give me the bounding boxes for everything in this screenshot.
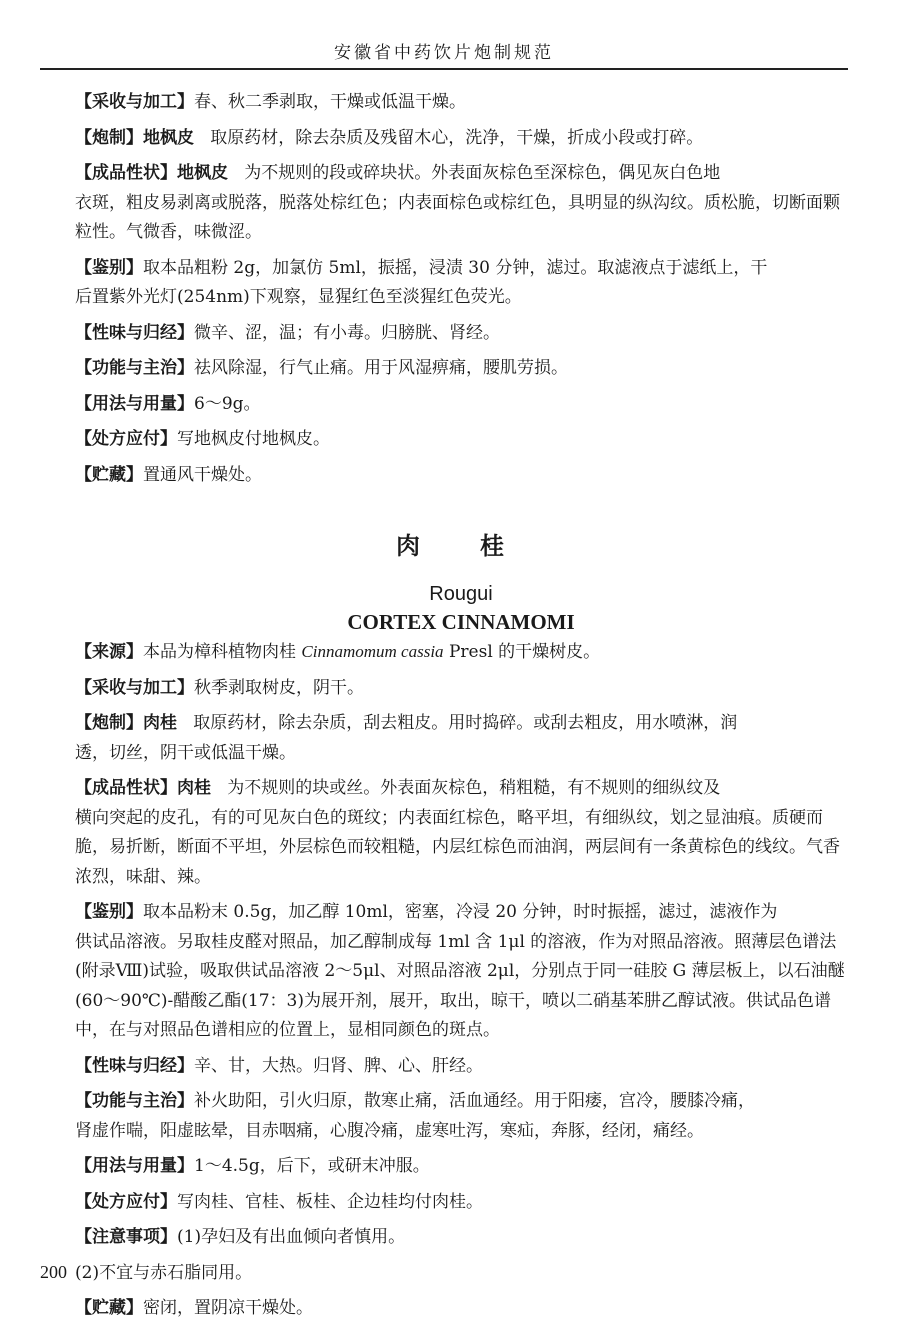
- entry-pinyin: Rougui: [429, 583, 493, 605]
- page-number: 200: [40, 1262, 67, 1282]
- source-text-a: 本品为樟科植物肉桂: [143, 642, 302, 662]
- prescription-label: 【处方应付】: [75, 429, 177, 449]
- dose-text-2: 1～4.5g，后下，或研末冲服。: [194, 1156, 430, 1176]
- function-paragraph-2-cont: 肾虚作喘，阳虚眩晕，目赤咽痛，心腹冷痛，虚寒吐泻，寒疝，奔豚，经闭，痛经。: [75, 1120, 704, 1141]
- ident-text-2a: 取本品粉末 0.5g，加乙醇 10ml，密塞，冷浸 20 分钟，时时振摇，滤过，滤液作为: [143, 902, 778, 922]
- storage-paragraph-2: [75, 1294, 847, 1324]
- process-paragraph-2: [75, 709, 847, 739]
- prescription-paragraph: [75, 425, 847, 455]
- collect-paragraph: [75, 88, 847, 118]
- process-text-2a: 取原药材，除去杂质，刮去粗皮。用时捣碎。或刮去粗皮，用水喷淋，润: [193, 713, 738, 733]
- ident-paragraph-2: [75, 898, 847, 928]
- process-paragraph-2-cont: 透，切丝，阴干或低温干燥。: [75, 742, 296, 763]
- dose-label: 【用法与用量】: [75, 393, 194, 414]
- prescription-paragraph-2: [75, 1188, 847, 1218]
- char-text-2a: 为不规则的块或丝。外表面灰棕色，稍粗糙，有不规则的细纵纹及: [227, 778, 721, 798]
- collect-text: 春、秋二季剥取，干燥或低温干燥。: [194, 92, 466, 112]
- header-rule: [40, 68, 848, 70]
- caution-label: 【注意事项】: [75, 1227, 177, 1247]
- process-label: 【炮制】地枫皮: [75, 127, 194, 148]
- ident-label: 【鉴别】: [75, 257, 143, 278]
- ident-paragraph-2-cont: 供试品溶液。另取桂皮醛对照品，加乙醇制成每 1ml 含 1μl 的溶液，作为对照品溶液。照薄层色谱法(附录Ⅷ)试验，吸取供试品溶液 2～5μl、对照品溶液 2μl，分别点于同一硅胶 G 薄层板上，以石油醚(60～90℃)-醋酸乙酯(17：3)为展开剂，展开，取出，晾干，喷以二硝基苯肼乙醇试液。供试品色谱中，在与对照品色谱相应的位置上，显相同颜色的斑点。: [75, 931, 845, 1040]
- dose-paragraph-2: [75, 1152, 847, 1182]
- char-paragraph: [75, 159, 847, 189]
- storage-text: 置通风干燥处。: [143, 464, 262, 485]
- function-label: 【功能与主治】: [75, 358, 194, 378]
- function-label-2: 【功能与主治】: [75, 1091, 194, 1111]
- prescription-label-2: 【处方应付】: [75, 1191, 177, 1212]
- species-name: Cinnamomum cassia: [301, 642, 444, 661]
- process-text: 取原药材，除去杂质及残留木心，洗净，干燥，折成小段或打碎。: [210, 127, 704, 148]
- prescription-text: 写地枫皮付地枫皮。: [177, 429, 330, 449]
- char-text-1: 为不规则的段或碎块状。外表面灰棕色至深棕色，偶见灰白色地: [244, 163, 721, 183]
- source-text-b: Presl 的干燥树皮。: [443, 642, 601, 662]
- collect-paragraph-2: [75, 674, 847, 704]
- nature-paragraph: [75, 319, 847, 349]
- function-text-2a: 补火助阳，引火归原，散寒止痛，活血通经。用于阳痿，宫冷，腰膝冷痛，: [194, 1091, 755, 1111]
- collect-text-2: 秋季剥取树皮，阴干。: [194, 677, 364, 698]
- entry-title: 肉桂: [396, 532, 564, 560]
- function-paragraph: [75, 354, 847, 384]
- nature-label-2: 【性味与归经】: [75, 1055, 194, 1076]
- nature-text-2: 辛、甘，大热。归肾、脾、心、肝经。: [194, 1055, 483, 1076]
- nature-paragraph-2: [75, 1052, 847, 1082]
- char-paragraph-2: [75, 774, 847, 804]
- storage-label: 【贮藏】: [75, 464, 143, 485]
- dose-label-2: 【用法与用量】: [75, 1156, 194, 1176]
- storage-label-2: 【贮藏】: [75, 1298, 143, 1318]
- prescription-text-2: 写肉桂、官桂、板桂、企边桂均付肉桂。: [177, 1191, 483, 1212]
- char-label-2: 【成品性状】肉桂: [75, 778, 211, 798]
- ident-text-1: 取本品粗粉 2g，加氯仿 5ml，振摇，浸渍 30 分钟，滤过。取滤液点于滤纸上，干: [143, 257, 768, 278]
- nature-text: 微辛、涩，温；有小毒。归膀胱、肾经。: [194, 322, 500, 343]
- dose-text: 6～9g。: [194, 393, 261, 414]
- char-paragraph-cont: 衣斑，粗皮易剥离或脱落，脱落处棕红色；内表面棕色或棕红色，具明显的纵沟纹。质松脆，切断面颗粒性。气微香，味微涩。: [75, 192, 840, 242]
- nature-label: 【性味与归经】: [75, 322, 194, 343]
- ident-label-2: 【鉴别】: [75, 902, 143, 922]
- process-label-2: 【炮制】肉桂: [75, 713, 177, 733]
- ident-paragraph-cont: 后置紫外光灯(254nm)下观察，显猩红色至淡猩红色荧光。: [75, 287, 522, 307]
- caution-paragraph: [75, 1223, 847, 1253]
- process-paragraph: [75, 124, 847, 154]
- dose-paragraph: [75, 390, 847, 420]
- ident-paragraph: [75, 254, 847, 284]
- source-paragraph: [75, 637, 847, 668]
- collect-label: 【采收与加工】: [75, 92, 194, 112]
- char-paragraph-2-cont: 横向突起的皮孔，有的可见灰白色的斑纹；内表面红棕色，略平坦，有细纵纹，划之显油痕。质硬而脆，易折断，断面不平坦，外层棕色而较粗糙，内层红棕色而油润，两层间有一条黄棕色的线纹。气香浓烈，味甜、辣。: [75, 807, 840, 887]
- caution-text-1: (1)孕妇及有出血倾向者慎用。: [177, 1227, 406, 1247]
- function-paragraph-2: [75, 1087, 847, 1117]
- function-text: 祛风除湿，行气止痛。用于风湿痹痛，腰肌劳损。: [194, 358, 568, 378]
- collect-label-2: 【采收与加工】: [75, 677, 194, 698]
- source-label: 【来源】: [75, 642, 143, 662]
- storage-text-2: 密闭，置阴凉干燥处。: [143, 1298, 313, 1318]
- page-body: [75, 88, 847, 1330]
- storage-paragraph: [75, 461, 847, 491]
- entry-latin-name: CORTEX CINNAMOMI: [347, 610, 575, 634]
- caution-paragraph-2: (2)不宜与赤石脂同用。: [75, 1262, 253, 1283]
- char-label: 【成品性状】地枫皮: [75, 163, 228, 183]
- running-header: 安徽省中药饮片炮制规范: [334, 43, 554, 63]
